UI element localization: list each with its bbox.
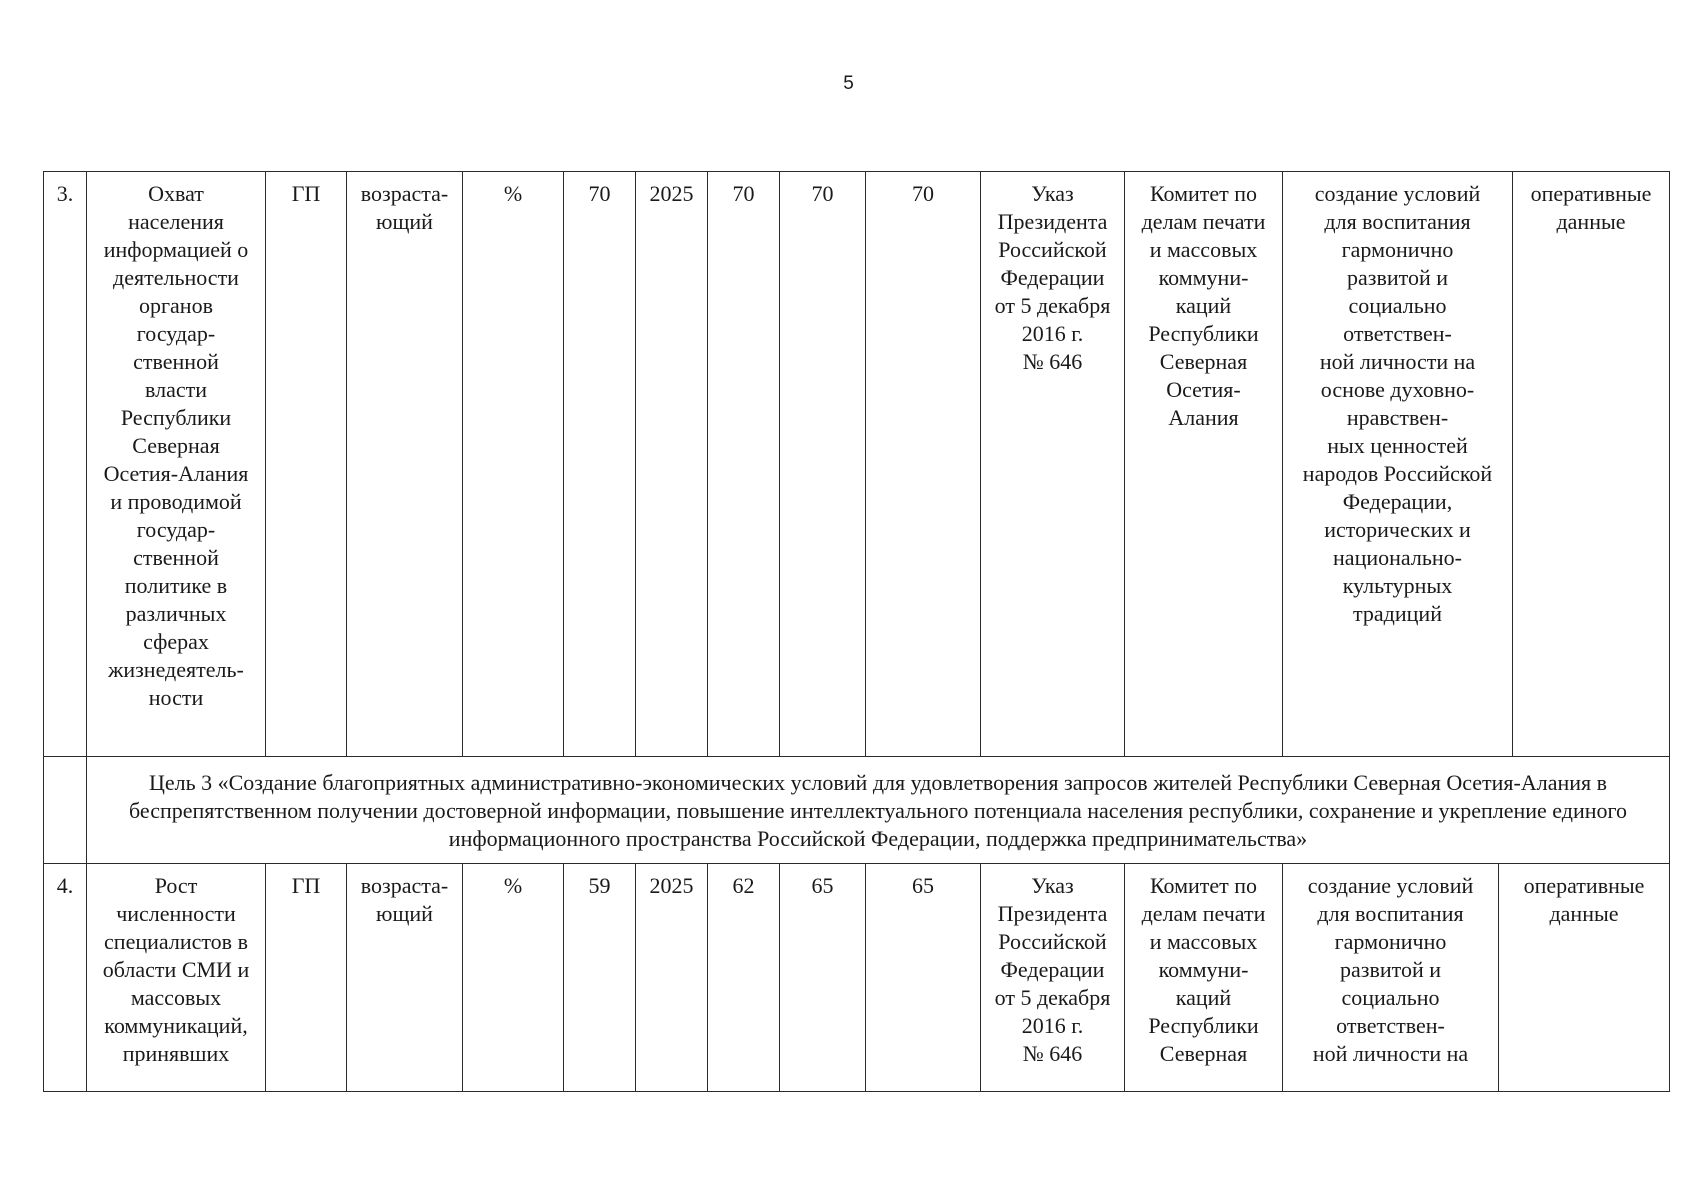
indicator-name: Рост численности специалистов в области СМИ и массовых коммуникаций, принявших [87,864,266,1092]
goal-text: Цель 3 «Создание благоприятных административно-экономических условий для удовлетворения запросов жителей Республики Северная Осетия-Алания в беспрепятственном получении достоверной информации, повышение интеллектуального потенциала населения республики, сохранение и укрепление единого информационного пространства Российской Федерации, поддержка предпринимательства» [87,757,1670,864]
value-year-2: 65 [780,864,866,1092]
national-goal-link: создание условий для воспитания гармонично развитой и социально ответствен- ной личности на [1283,864,1499,1092]
value-year-1: 62 [708,864,780,1092]
unit: % [463,172,564,757]
value-year-3: 70 [866,172,981,757]
indicator-table-row-4 [43,863,1670,1092]
legal-document: Указ Президента Российской Федерации от 5 декабря 2016 г. № 646 [981,864,1125,1092]
base-value: 70 [564,172,636,757]
value-year-3: 65 [866,864,981,1092]
information-system: оперативные данные [1499,864,1670,1092]
goal-row [43,756,1670,864]
responsible-body: Комитет по делам печати и массовых коммуни- каций Республики Северная Осетия- Алания [1125,172,1283,757]
page-number: 5 [843,73,854,94]
value-year-1: 70 [708,172,780,757]
indicator-table-row-3 [43,171,1670,757]
row-number: 4. [44,864,87,1092]
legal-document: Указ Президента Российской Федерации от 5 декабря 2016 г. № 646 [981,172,1125,757]
value-year-2: 70 [780,172,866,757]
row-number: 3. [44,172,87,757]
table-row [44,864,1670,1092]
national-goal-link: создание условий для воспитания гармонично развитой и социально ответствен- ной личности на основе духовно- нравствен- ных ценностей народов Российской Федерации, исторических и национально- культурных традиций [1283,172,1513,757]
indicator-type: возраста- ющий [347,864,463,1092]
indicator-level: ГП [266,864,347,1092]
indicator-type: возраста- ющий [347,172,463,757]
indicator-name: Охват населения информацией о деятельности органов государ- ственной власти Республики Северная Осетия-Алания и проводимой государ- ственной политике в различных сферах жизнедеятель- ности [87,172,266,757]
base-year: 2025 [636,864,708,1092]
base-year: 2025 [636,172,708,757]
goal-number-cell [44,757,87,864]
table-row [44,172,1670,757]
table-row [44,757,1670,864]
indicator-level: ГП [266,172,347,757]
information-system: оперативные данные [1513,172,1670,757]
unit: % [463,864,564,1092]
responsible-body: Комитет по делам печати и массовых коммуни- каций Республики Северная [1125,864,1283,1092]
base-value: 59 [564,864,636,1092]
